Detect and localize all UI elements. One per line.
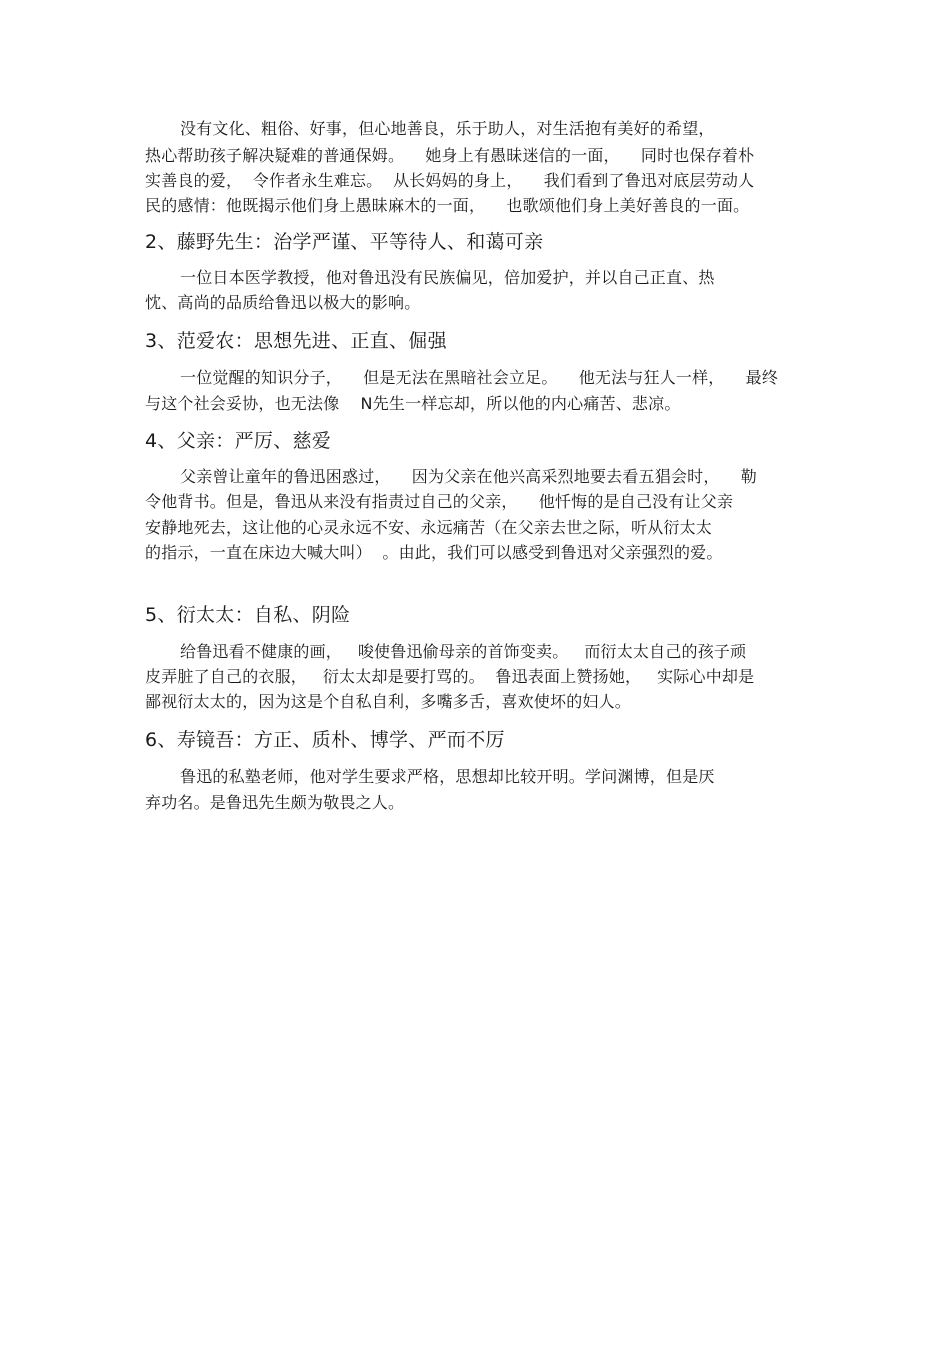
paragraph-line: 没有文化、粗俗、好事，但心地善良，乐于助人，对生活抱有美好的希望， <box>180 119 715 138</box>
paragraph-line: 实善良的爱， 令作者永生难忘。 从长妈妈的身上， 我们看到了鲁迅对底层劳动人 <box>145 171 755 190</box>
paragraph-line: 与这个社会妥协，也无法像 N先生一样忘却，所以他的内心痛苦、悲凉。 <box>145 394 681 413</box>
section-heading: 2、藤野先生：治学严谨、平等待人、和蔼可亲 <box>145 231 544 253</box>
paragraph-line: 给鲁迅看不健康的画， 唆使鲁迅偷母亲的首饰变卖。 而衍太太自己的孩子顽 <box>180 642 747 661</box>
section-heading: 3、范爱农：思想先进、正直、倔强 <box>145 330 447 352</box>
paragraph-line: 安静地死去，这让他的心灵永远不安、永远痛苦（在父亲去世之际，听从衍太太 <box>145 518 713 537</box>
paragraph-line: 一位日本医学教授，他对鲁迅没有民族偏见，倍加爱护，并以自己正直、热 <box>180 268 715 287</box>
paragraph-line: 忱、高尚的品质给鲁迅以极大的影响。 <box>145 293 421 312</box>
paragraph-line: 皮弄脏了自己的衣服， 衍太太却是要打骂的。 鲁迅表面上赞扬她， 实际心中却是 <box>145 667 755 686</box>
paragraph-line: 父亲曾让童年的鲁迅困惑过， 因为父亲在他兴高采烈地要去看五猖会时， 勒 <box>180 467 757 486</box>
paragraph-line: 令他背书。但是，鲁迅从来没有指责过自己的父亲， 他忏悔的是自己没有让父亲 <box>145 492 734 511</box>
paragraph-line: 弃功名。是鲁迅先生颇为敬畏之人。 <box>145 793 405 812</box>
paragraph-line: 一位觉醒的知识分子， 但是无法在黑暗社会立足。 他无法与狂人一样， 最终 <box>180 368 779 387</box>
paragraph-line: 鲁迅的私塾老师，他对学生要求严格，思想却比较开明。学问渊博，但是厌 <box>180 767 715 786</box>
paragraph-line: 民的感情：他既揭示他们身上愚昧麻木的一面， 也歌颂他们身上美好善良的一面。 <box>145 196 750 215</box>
section-heading: 4、父亲：严厉、慈爱 <box>145 430 332 452</box>
section-heading: 6、寿镜吾：方正、质朴、博学、严而不厉 <box>145 729 505 751</box>
paragraph-line: 热心帮助孩子解决疑难的普通保姆。 她身上有愚昧迷信的一面， 同时也保存着朴 <box>145 146 755 165</box>
section-heading: 5、衍太太：自私、阴险 <box>145 604 351 626</box>
paragraph-line: 的指示，一直在床边大喊大叫） 。由此，我们可以感受到鲁迅对父亲强烈的爱。 <box>145 543 723 562</box>
paragraph-line: 鄙视衍太太的，因为这是个自私自利，多嘴多舌，喜欢使坏的妇人。 <box>145 692 632 711</box>
